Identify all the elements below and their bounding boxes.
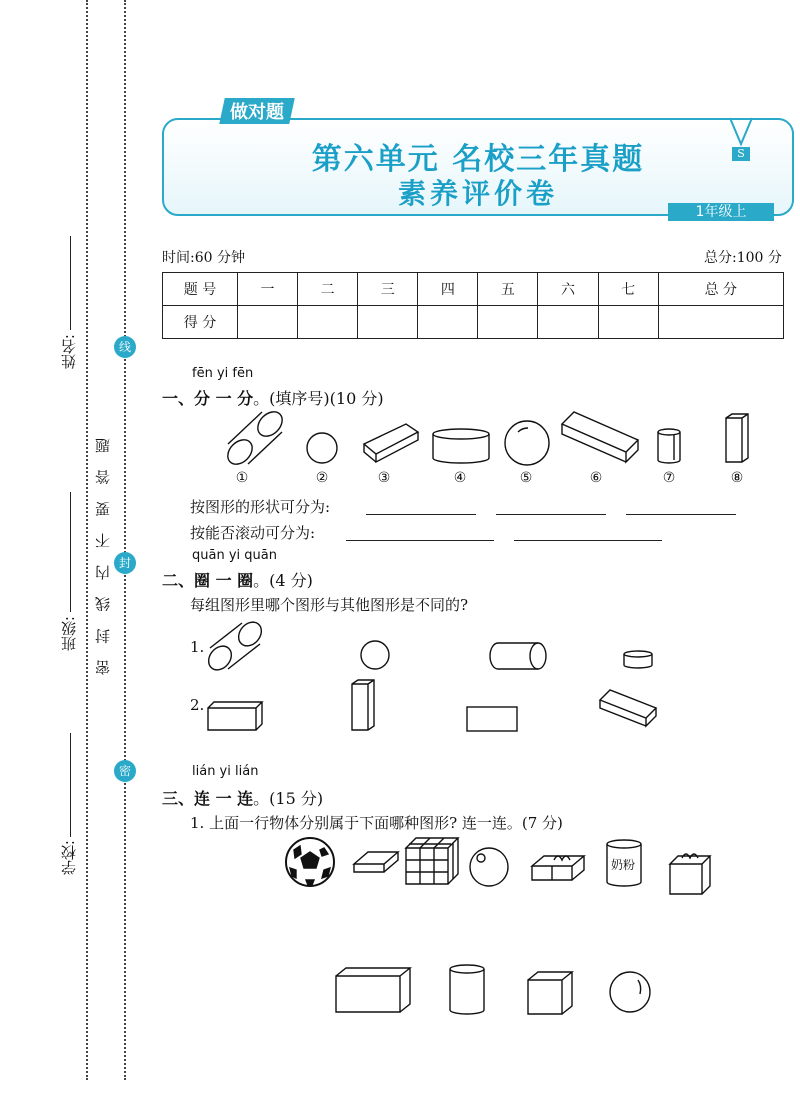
tall-cuboid-icon	[724, 412, 750, 464]
class-line	[70, 492, 71, 612]
small-sphere-icon	[306, 432, 338, 464]
tilted-prism-icon	[598, 688, 658, 728]
gift-box-icon	[530, 852, 586, 884]
seal-feng: 封	[114, 552, 136, 574]
tilted-cylinder-icon	[226, 410, 286, 464]
score-cell: 总 分	[658, 273, 783, 306]
score-input[interactable]	[418, 306, 478, 339]
shape-number: ⑦	[662, 470, 676, 486]
title-banner	[162, 118, 794, 216]
binding-line-outer	[86, 0, 88, 1080]
tilted-cylinder-icon	[206, 620, 264, 670]
zuoduiti-tag: 做对题	[219, 98, 295, 124]
score-cell: 得 分	[163, 306, 238, 339]
score-input[interactable]	[478, 306, 538, 339]
glass-ball-icon	[468, 846, 510, 888]
shape-number: ③	[377, 470, 391, 486]
q1-roll-line: 按能否滚动可分为:	[190, 524, 316, 542]
time-label: 时间:60 分钟	[162, 250, 245, 266]
shape-number: ⑥	[589, 470, 603, 486]
school-line	[70, 733, 71, 837]
class-label: 班级:	[60, 616, 78, 652]
q2-row1-label: 1.	[190, 638, 205, 656]
shape-number: ①	[235, 470, 249, 486]
large-sphere-icon	[504, 420, 550, 466]
q3-sub1: 1. 上面一行物体分别属于下面哪种图形? 连一连。(7 分)	[190, 814, 563, 832]
q2-prompt: 每组图形里哪个图形与其他图形是不同的?	[190, 596, 469, 614]
score-cell: 七	[598, 273, 658, 306]
q1-blank[interactable]	[346, 524, 494, 541]
score-input[interactable]	[598, 306, 658, 339]
small-cylinder-icon	[656, 428, 682, 464]
score-cell: 四	[418, 273, 478, 306]
q1-shape-line: 按图形的形状可分为:	[190, 498, 331, 516]
milk-can-label: 奶粉	[611, 858, 636, 872]
title-line2: 素养评价卷	[397, 177, 558, 210]
seal-mi: 密	[114, 760, 136, 782]
q2-pinyin: quān yi quān	[192, 548, 277, 563]
score-table	[162, 272, 784, 339]
total-label: 总分:100 分	[704, 250, 782, 266]
badge-ribbon-icon	[730, 118, 754, 148]
q1-blank[interactable]	[626, 498, 736, 515]
q1-blank[interactable]	[496, 498, 606, 515]
shape-number: ⑤	[519, 470, 533, 486]
score-value-row	[163, 306, 784, 339]
seal-notice: 密 封 线 内 不 要 答 题	[94, 432, 112, 676]
flat-cuboid-icon	[206, 700, 264, 732]
shape-number: ②	[315, 470, 329, 486]
score-input[interactable]	[238, 306, 298, 339]
grade-label: 1年级上	[668, 203, 774, 221]
s-badge: S	[732, 147, 750, 161]
lying-cylinder-icon	[488, 642, 548, 672]
score-cell: 三	[358, 273, 418, 306]
rectangle-icon	[466, 706, 518, 732]
rubiks-cube-icon	[404, 836, 460, 886]
tilted-prism-icon	[362, 420, 420, 464]
score-header-row	[163, 273, 784, 306]
score-cell: 五	[478, 273, 538, 306]
q3-pinyin: lián yi lián	[192, 764, 259, 779]
q1-blank[interactable]	[366, 498, 476, 515]
name-line	[70, 236, 71, 330]
q2-row2-label: 2.	[190, 696, 205, 714]
q1-pinyin: fēn yi fēn	[192, 366, 254, 381]
title-line1: 第六单元 名校三年真题	[311, 142, 645, 177]
school-label: 学校:	[60, 840, 78, 876]
q3-title: 三、连 一 连。(15 分)	[162, 789, 324, 808]
soccer-ball-icon	[284, 836, 336, 888]
score-cell: 一	[238, 273, 298, 306]
score-cell: 六	[538, 273, 598, 306]
book-icon	[352, 850, 400, 876]
q2-title: 二、圈 一 圈。(4 分)	[162, 571, 313, 590]
short-cylinder-icon	[622, 650, 654, 670]
long-prism-icon	[560, 410, 640, 464]
score-input[interactable]	[298, 306, 358, 339]
score-input[interactable]	[658, 306, 783, 339]
tall-cuboid-icon	[350, 678, 378, 732]
shape-number: ④	[453, 470, 467, 486]
seal-xian: 线	[114, 336, 136, 358]
q1-title: 一、分 一 分。(填序号)(10 分)	[162, 389, 384, 408]
cylinder-shape-icon	[448, 964, 486, 1016]
score-input[interactable]	[358, 306, 418, 339]
score-cell: 二	[298, 273, 358, 306]
binding-line-inner	[124, 0, 126, 1080]
cuboid-shape-icon	[334, 966, 412, 1014]
shape-number: ⑧	[730, 470, 744, 486]
cube-shape-icon	[526, 970, 574, 1016]
score-cell: 题 号	[163, 273, 238, 306]
sphere-icon	[360, 640, 390, 670]
box-icon	[668, 850, 712, 896]
sphere-shape-icon	[608, 970, 652, 1014]
wide-cylinder-icon	[432, 428, 490, 464]
name-label: 姓名:	[60, 334, 78, 370]
q1-blank[interactable]	[514, 524, 662, 541]
score-input[interactable]	[538, 306, 598, 339]
